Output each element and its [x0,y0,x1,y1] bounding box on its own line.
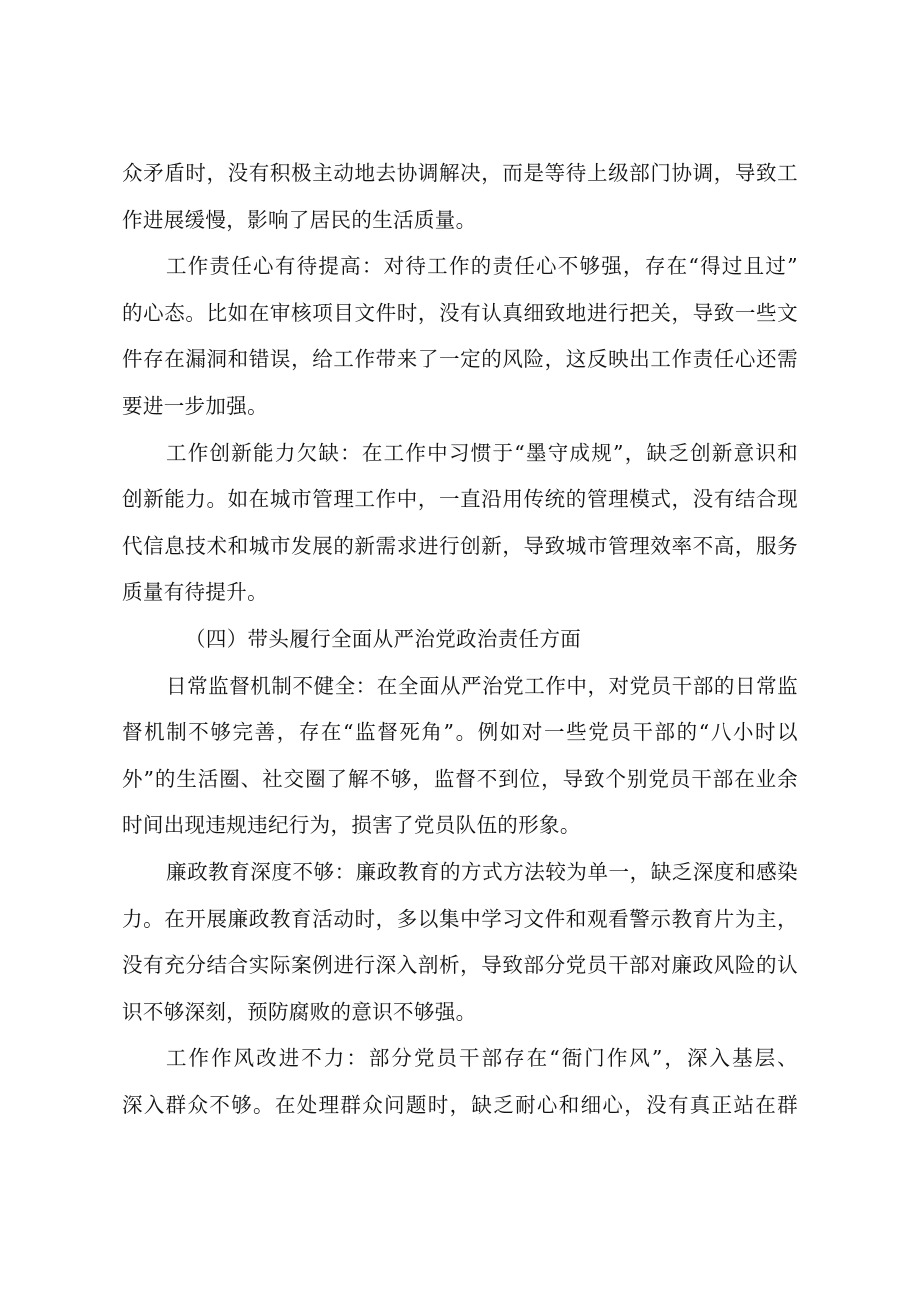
text-line: 要进一步加强。 [122,393,268,418]
paragraph-first-line: 工作责任心有待提高：对待工作的责任心不够强，存在“得过且过” [166,254,798,279]
text-line: 作进展缓慢，影响了居民的生活质量。 [122,207,477,232]
body-text [122,150,798,1128]
text-line: 没有充分结合实际案例进行深入剖析，导致部分党员干部对廉政风险的认 [122,953,798,978]
paragraph-first-line: 工作作风改进不力：部分党员干部存在“衙门作风”，深入基层、 [166,1046,798,1071]
paragraph-first-line: 廉政教育深度不够：廉政教育的方式方法较为单一，缺乏深度和感染 [166,859,798,884]
text-line: 代信息技术和城市发展的新需求进行创新，导致城市管理效率不高，服务 [122,533,798,558]
text-line: 识不够深刻，预防腐败的意识不够强。 [122,999,477,1024]
text-line: 创新能力。如在城市管理工作中，一直沿用传统的管理模式，没有结合现 [122,487,798,512]
text-line: 外”的生活圈、社交圈了解不够，监督不到位，导致个别党员干部在业余 [122,766,798,791]
text-line: 力。在开展廉政教育活动时，多以集中学习文件和观看警示教育片为主， [122,906,798,931]
text-line: 督机制不够完善，存在“监督死角”。例如对一些党员干部的“八小时以 [122,720,798,745]
section-heading: （四）带头履行全面从严治党政治责任方面 [185,626,582,651]
text-line: 质量有待提升。 [122,580,268,605]
text-line: 众矛盾时，没有积极主动地去协调解决，而是等待上级部门协调，导致工 [122,161,798,185]
text-line: 深入群众不够。在处理群众问题时，缺乏耐心和细心，没有真正站在群 [122,1092,798,1117]
text-line: 时间出现违规违纪行为，损害了党员队伍的形象。 [122,813,581,838]
text-line: 的心态。比如在审核项目文件时，没有认真细致地进行把关，导致一些文 [122,300,798,325]
paragraph-first-line: 日常监督机制不健全：在全面从严治党工作中，对党员干部的日常监 [166,673,798,698]
text-line: 件存在漏洞和错误，给工作带来了一定的风险，这反映出工作责任心还需 [122,347,798,372]
paragraph-first-line: 工作创新能力欠缺：在工作中习惯于“墨守成规”，缺乏创新意识和 [166,440,798,465]
